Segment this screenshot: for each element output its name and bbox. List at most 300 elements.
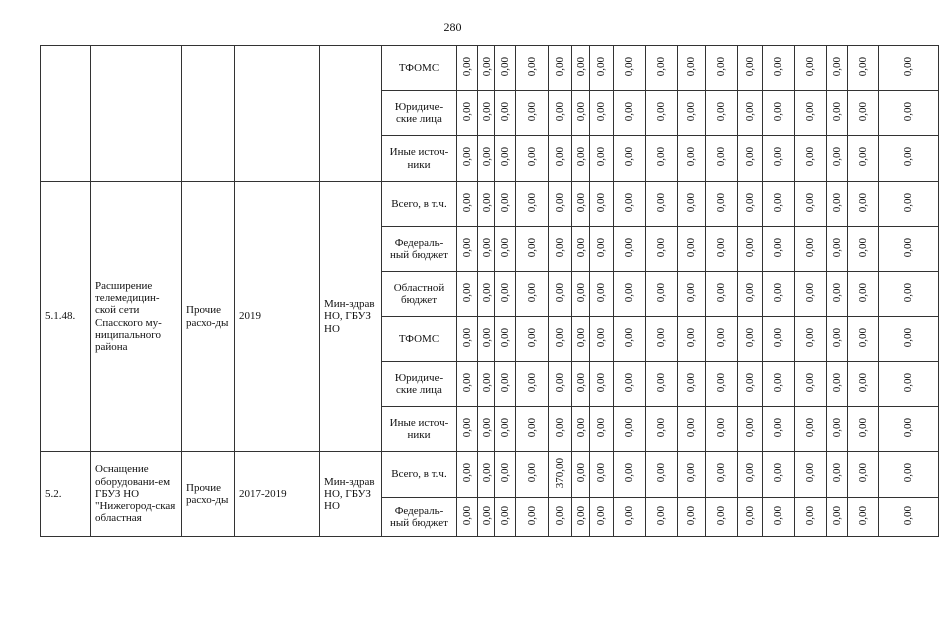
amount-value: 0,00 (525, 463, 538, 483)
amount-value: 0,00 (595, 101, 607, 121)
amount-cell (738, 407, 763, 452)
amount-value: 0,00 (498, 56, 511, 76)
item-name: Расширение телемедицин-ской сети Спасского му-ниципального района (91, 182, 182, 452)
amount-value: 0,00 (595, 282, 607, 302)
amount-cell (879, 317, 939, 362)
amount-cell (827, 136, 848, 182)
amount-cell (549, 407, 572, 452)
amount-value: 0,00 (553, 147, 566, 167)
amount-value: 0,00 (481, 463, 493, 483)
amount-value: 0,00 (685, 327, 697, 347)
amount-cell (572, 46, 590, 91)
amount-cell (827, 227, 848, 272)
amount-cell (572, 272, 590, 317)
amount-cell (678, 227, 706, 272)
amount-cell (879, 452, 939, 498)
amount-cell (495, 317, 516, 362)
amount-value: 0,00 (498, 101, 511, 121)
amount-cell (549, 227, 572, 272)
amount-value: 0,00 (623, 372, 635, 392)
amount-value: 0,00 (460, 417, 473, 437)
amount-cell (678, 272, 706, 317)
amount-value: 0,00 (595, 372, 607, 392)
amount-cell (706, 498, 738, 537)
amount-value: 0,00 (743, 56, 756, 76)
amount-cell (646, 317, 678, 362)
executor: Мин-здрав НО, ГБУЗ НО (320, 182, 382, 452)
amount-cell (495, 362, 516, 407)
amount-value: 0,00 (772, 192, 784, 212)
amount-value: 0,00 (772, 282, 784, 302)
amount-value: 0,00 (715, 463, 727, 483)
amount-cell (478, 136, 495, 182)
amount-value: 0,00 (525, 282, 538, 302)
amount-value: 0,00 (743, 505, 756, 525)
amount-value: 0,00 (575, 282, 587, 302)
amount-cell (827, 498, 848, 537)
amount-cell (457, 46, 478, 91)
amount-cell (590, 91, 614, 136)
amount-cell (590, 498, 614, 537)
amount-value: 0,00 (856, 463, 869, 483)
amount-cell (590, 227, 614, 272)
amount-value: 0,00 (481, 192, 493, 212)
amount-value: 0,00 (481, 372, 493, 392)
amount-value: 0,00 (460, 282, 473, 302)
amount-cell (457, 498, 478, 537)
amount-cell (678, 452, 706, 498)
amount-cell (827, 452, 848, 498)
amount-value: 0,00 (498, 505, 511, 525)
amount-value: 0,00 (460, 372, 473, 392)
amount-value: 0,00 (804, 372, 816, 392)
amount-value: 0,00 (498, 237, 511, 257)
amount-value: 0,00 (525, 56, 538, 76)
amount-value: 0,00 (743, 372, 756, 392)
item-number (41, 46, 91, 182)
amount-value: 0,00 (830, 417, 843, 437)
amount-value: 0,00 (575, 56, 587, 76)
amount-cell (478, 182, 495, 227)
amount-value: 0,00 (655, 282, 667, 302)
amount-value: 0,00 (498, 282, 511, 302)
amount-cell (848, 272, 879, 317)
amount-value: 0,00 (595, 505, 607, 525)
amount-value: 0,00 (595, 56, 607, 76)
amount-cell (495, 91, 516, 136)
amount-cell (848, 91, 879, 136)
amount-value: 0,00 (655, 505, 667, 525)
amount-value: 0,00 (498, 327, 511, 347)
amount-cell (706, 136, 738, 182)
amount-cell (614, 362, 646, 407)
amount-value: 0,00 (685, 372, 697, 392)
funding-source: Иные источ-ники (382, 407, 457, 452)
item-number: 5.2. (41, 452, 91, 537)
amount-value: 0,00 (743, 101, 756, 121)
amount-cell (590, 452, 614, 498)
amount-cell (795, 407, 827, 452)
amount-value: 0,00 (856, 327, 869, 347)
amount-cell (763, 91, 795, 136)
amount-cell (614, 91, 646, 136)
amount-cell (590, 46, 614, 91)
amount-cell (678, 46, 706, 91)
amount-value: 0,00 (685, 56, 697, 76)
amount-value: 0,00 (772, 463, 784, 483)
amount-cell (614, 136, 646, 182)
amount-value: 0,00 (772, 505, 784, 525)
amount-cell (478, 272, 495, 317)
amount-cell (879, 182, 939, 227)
amount-cell (879, 362, 939, 407)
amount-cell (590, 136, 614, 182)
amount-cell (827, 272, 848, 317)
amount-cell (738, 227, 763, 272)
amount-value: 0,00 (772, 372, 784, 392)
amount-cell (549, 362, 572, 407)
amount-cell (795, 182, 827, 227)
amount-cell (457, 317, 478, 362)
amount-value: 0,00 (830, 56, 843, 76)
amount-value: 0,00 (481, 417, 493, 437)
amount-cell (738, 452, 763, 498)
amount-cell (478, 317, 495, 362)
amount-cell (763, 46, 795, 91)
amount-cell (457, 407, 478, 452)
amount-cell (827, 46, 848, 91)
funding-source: Юридиче-ские лица (382, 91, 457, 136)
amount-cell (549, 452, 572, 498)
amount-cell (827, 407, 848, 452)
amount-cell (646, 452, 678, 498)
amount-value: 0,00 (685, 101, 697, 121)
amount-value: 0,00 (856, 237, 869, 257)
amount-cell (646, 227, 678, 272)
amount-cell (795, 362, 827, 407)
amount-value: 0,00 (498, 147, 511, 167)
amount-value: 0,00 (685, 147, 697, 167)
expense-type: Прочие расхо-ды (182, 182, 235, 452)
amount-cell (572, 317, 590, 362)
amount-value: 0,00 (830, 282, 843, 302)
item-number: 5.1.48. (41, 182, 91, 452)
amount-value: 0,00 (525, 237, 538, 257)
amount-value: 0,00 (655, 237, 667, 257)
amount-value: 0,00 (498, 417, 511, 437)
amount-value: 0,00 (743, 147, 756, 167)
amount-value: 0,00 (685, 237, 697, 257)
amount-cell (763, 227, 795, 272)
amount-cell (763, 362, 795, 407)
amount-cell (879, 272, 939, 317)
amount-cell (879, 407, 939, 452)
amount-cell (738, 136, 763, 182)
amount-cell (848, 498, 879, 537)
amount-value: 0,00 (715, 101, 727, 121)
amount-value: 0,00 (460, 237, 473, 257)
amount-value: 0,00 (553, 282, 566, 302)
amount-cell (572, 498, 590, 537)
amount-value: 0,00 (902, 282, 914, 302)
amount-value: 0,00 (623, 282, 635, 302)
amount-value: 0,00 (830, 192, 843, 212)
amount-value: 0,00 (743, 463, 756, 483)
amount-cell (478, 498, 495, 537)
amount-cell (590, 317, 614, 362)
amount-value: 0,00 (743, 192, 756, 212)
amount-value: 0,00 (804, 101, 816, 121)
amount-value: 0,00 (595, 147, 607, 167)
amount-cell (706, 317, 738, 362)
amount-cell (495, 182, 516, 227)
amount-cell (795, 452, 827, 498)
item-name (91, 46, 182, 182)
funding-source: ТФОМС (382, 317, 457, 362)
amount-cell (763, 452, 795, 498)
amount-value: 0,00 (772, 237, 784, 257)
amount-cell (646, 498, 678, 537)
amount-value: 0,00 (460, 505, 473, 525)
amount-value: 0,00 (715, 505, 727, 525)
amount-value: 0,00 (623, 56, 635, 76)
amount-value: 0,00 (804, 147, 816, 167)
amount-value: 0,00 (902, 463, 914, 483)
amount-value: 0,00 (481, 282, 493, 302)
amount-value: 0,00 (623, 505, 635, 525)
amount-cell (646, 182, 678, 227)
amount-cell (516, 46, 549, 91)
amount-cell (678, 498, 706, 537)
amount-value: 0,00 (772, 101, 784, 121)
amount-cell (738, 182, 763, 227)
amount-cell (706, 91, 738, 136)
amount-cell (795, 498, 827, 537)
expense-type: Прочие расхо-ды (182, 452, 235, 537)
amount-value: 0,00 (575, 147, 587, 167)
amount-cell (827, 91, 848, 136)
amount-cell (516, 362, 549, 407)
amount-cell (572, 227, 590, 272)
expense-type (182, 46, 235, 182)
amount-value: 0,00 (553, 56, 566, 76)
amount-cell (549, 272, 572, 317)
funding-source: ТФОМС (382, 46, 457, 91)
amount-cell (795, 46, 827, 91)
executor: Мин-здрав НО, ГБУЗ НО (320, 452, 382, 537)
amount-value: 0,00 (623, 237, 635, 257)
amount-cell (516, 452, 549, 498)
amount-cell (706, 362, 738, 407)
amount-cell (738, 362, 763, 407)
amount-value: 0,00 (525, 417, 538, 437)
amount-value: 0,00 (830, 327, 843, 347)
amount-value: 0,00 (743, 237, 756, 257)
amount-cell (478, 362, 495, 407)
amount-cell (706, 272, 738, 317)
amount-value: 0,00 (743, 417, 756, 437)
amount-value: 0,00 (575, 237, 587, 257)
amount-value: 0,00 (804, 417, 816, 437)
amount-value: 0,00 (856, 372, 869, 392)
amount-cell (516, 317, 549, 362)
amount-value: 0,00 (623, 192, 635, 212)
amount-value: 0,00 (655, 463, 667, 483)
amount-value: 0,00 (498, 372, 511, 392)
amount-value: 0,00 (685, 282, 697, 302)
amount-value: 0,00 (655, 101, 667, 121)
amount-value: 0,00 (481, 56, 493, 76)
budget-table (40, 45, 939, 537)
amount-value: 0,00 (481, 101, 493, 121)
amount-value: 0,00 (830, 101, 843, 121)
executor (320, 46, 382, 182)
funding-source: Федераль-ный бюджет (382, 227, 457, 272)
amount-value: 0,00 (856, 417, 869, 437)
amount-cell (495, 227, 516, 272)
amount-cell (516, 91, 549, 136)
amount-value: 0,00 (772, 327, 784, 347)
amount-cell (457, 182, 478, 227)
amount-value: 0,00 (553, 192, 566, 212)
amount-cell (763, 182, 795, 227)
amount-cell (646, 91, 678, 136)
amount-value: 0,00 (804, 505, 816, 525)
amount-cell (795, 317, 827, 362)
amount-cell (590, 272, 614, 317)
funding-source: Всего, в т.ч. (382, 182, 457, 227)
amount-cell (614, 227, 646, 272)
amount-cell (848, 182, 879, 227)
amount-cell (614, 46, 646, 91)
implementation-period: 2019 (235, 182, 320, 452)
table-row (41, 452, 939, 498)
amount-cell (738, 317, 763, 362)
amount-cell (879, 46, 939, 91)
amount-value: 0,00 (743, 327, 756, 347)
amount-cell (495, 136, 516, 182)
amount-cell (795, 136, 827, 182)
amount-cell (763, 407, 795, 452)
amount-value: 0,00 (856, 56, 869, 76)
amount-cell (516, 227, 549, 272)
amount-cell (795, 91, 827, 136)
amount-cell (763, 498, 795, 537)
amount-value: 0,00 (655, 417, 667, 437)
amount-value: 0,00 (525, 192, 538, 212)
amount-cell (549, 498, 572, 537)
amount-value: 0,00 (595, 237, 607, 257)
amount-cell (572, 91, 590, 136)
amount-cell (495, 407, 516, 452)
amount-cell (763, 272, 795, 317)
amount-value: 0,00 (623, 417, 635, 437)
funding-source: Иные источ-ники (382, 136, 457, 182)
amount-value: 0,00 (575, 192, 587, 212)
amount-cell (457, 91, 478, 136)
amount-value: 0,00 (655, 147, 667, 167)
amount-value: 0,00 (553, 505, 566, 525)
amount-value: 0,00 (525, 505, 538, 525)
amount-cell (549, 91, 572, 136)
amount-cell (572, 362, 590, 407)
amount-cell (495, 452, 516, 498)
amount-cell (795, 272, 827, 317)
amount-cell (848, 136, 879, 182)
amount-value: 0,00 (772, 417, 784, 437)
amount-value: 0,00 (623, 327, 635, 347)
amount-cell (590, 362, 614, 407)
amount-value: 370,00 (553, 457, 566, 488)
amount-cell (614, 317, 646, 362)
amount-value: 0,00 (595, 417, 607, 437)
amount-cell (738, 272, 763, 317)
amount-cell (590, 407, 614, 452)
amount-value: 0,00 (856, 192, 869, 212)
amount-value: 0,00 (525, 372, 538, 392)
amount-cell (848, 452, 879, 498)
amount-value: 0,00 (575, 505, 587, 525)
amount-value: 0,00 (595, 327, 607, 347)
amount-value: 0,00 (772, 147, 784, 167)
amount-value: 0,00 (655, 372, 667, 392)
amount-value: 0,00 (595, 463, 607, 483)
amount-cell (706, 227, 738, 272)
item-name: Оснащение оборудовани-ем ГБУЗ НО "Нижегород-ская областная (91, 452, 182, 537)
amount-cell (763, 317, 795, 362)
implementation-period: 2017-2019 (235, 452, 320, 537)
amount-cell (827, 362, 848, 407)
amount-cell (706, 46, 738, 91)
amount-value: 0,00 (655, 327, 667, 347)
amount-value: 0,00 (902, 192, 914, 212)
amount-cell (738, 498, 763, 537)
amount-cell (495, 272, 516, 317)
amount-cell (706, 182, 738, 227)
amount-cell (763, 136, 795, 182)
amount-value: 0,00 (902, 505, 914, 525)
amount-cell (848, 227, 879, 272)
amount-value: 0,00 (685, 192, 697, 212)
amount-value: 0,00 (498, 192, 511, 212)
amount-cell (646, 407, 678, 452)
amount-value: 0,00 (715, 327, 727, 347)
amount-value: 0,00 (902, 147, 914, 167)
amount-cell (738, 91, 763, 136)
amount-cell (457, 227, 478, 272)
amount-cell (827, 182, 848, 227)
amount-cell (590, 182, 614, 227)
amount-cell (738, 46, 763, 91)
amount-value: 0,00 (685, 463, 697, 483)
table-row (41, 46, 939, 91)
amount-cell (549, 136, 572, 182)
amount-cell (516, 272, 549, 317)
amount-value: 0,00 (715, 237, 727, 257)
amount-cell (848, 407, 879, 452)
amount-cell (495, 498, 516, 537)
amount-value: 0,00 (830, 372, 843, 392)
amount-value: 0,00 (623, 101, 635, 121)
amount-cell (516, 407, 549, 452)
amount-value: 0,00 (715, 417, 727, 437)
amount-value: 0,00 (902, 372, 914, 392)
amount-value: 0,00 (525, 147, 538, 167)
amount-value: 0,00 (525, 101, 538, 121)
amount-value: 0,00 (830, 505, 843, 525)
amount-cell (678, 407, 706, 452)
amount-cell (516, 136, 549, 182)
